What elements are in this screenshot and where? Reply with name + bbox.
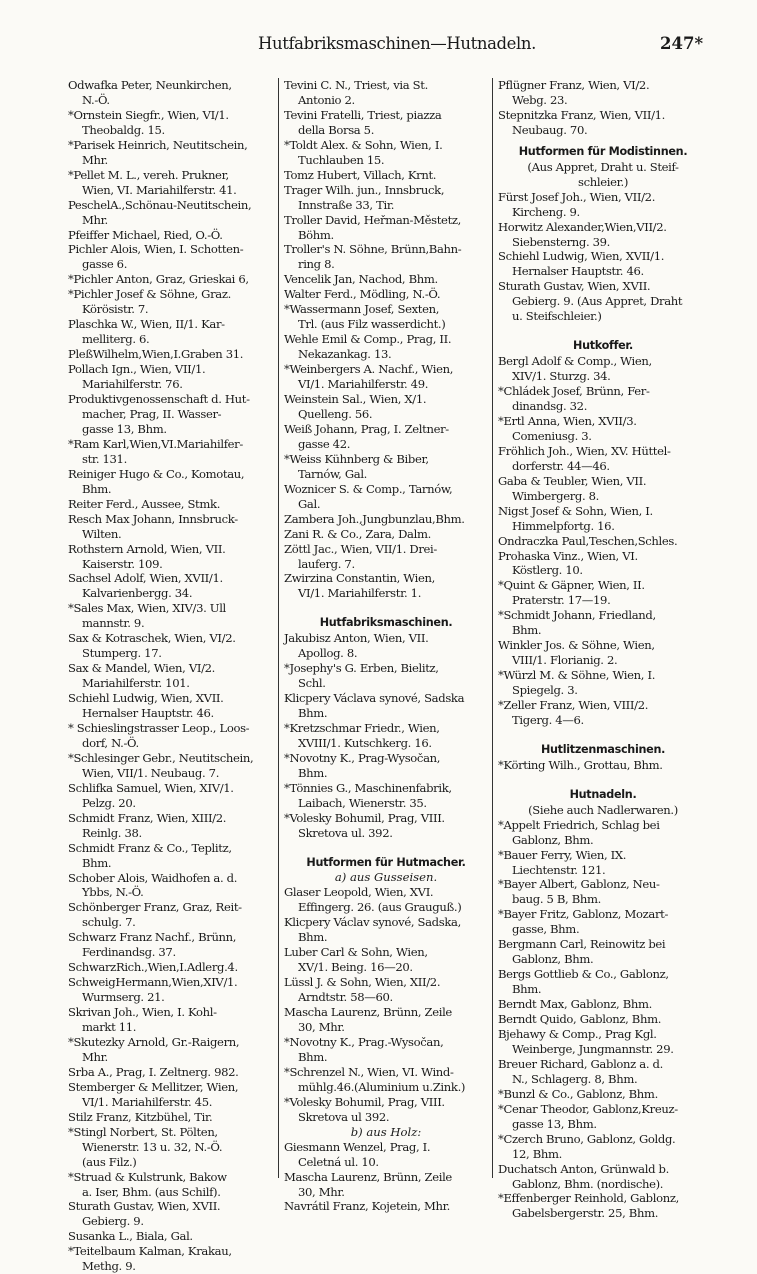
entry-line: *Novotny K., Prag-Wysočan, (284, 750, 441, 765)
entry-line: Troller David, Heřman-Městetz, (284, 212, 461, 227)
entry-line: Mascha Laurenz, Brünn, Zeile (284, 1169, 452, 1184)
entry-line: Stilz Franz, Kitzbühel, Tir. (68, 1109, 213, 1124)
entry-continuation: Bhm. (82, 855, 112, 870)
section-note: (Siehe auch Nadlerwaren.) (528, 802, 678, 817)
entry-line: Plaschka W., Wien, II/1. Kar- (68, 317, 225, 332)
column-divider (278, 78, 279, 1178)
entry-line: Weiß Johann, Prag, I. Zeltner- (284, 421, 449, 436)
entry-line: *Josephy's G. Erben, Bielitz, (284, 661, 439, 676)
entry-line: *Pichler Josef & Söhne, Graz. (68, 287, 231, 302)
entry-continuation: Bhm. (82, 481, 112, 496)
entry-continuation: melliterg. 6. (82, 332, 150, 347)
entry-line: Zani R. & Co., Zara, Dalm. (284, 526, 431, 541)
entry-line: Schlifka Samuel, Wien, XIV/1. (68, 780, 234, 795)
entry-continuation: Wilten. (82, 526, 122, 541)
entry-line: Srba A., Prag, I. Zeltnerg. 982. (68, 1064, 239, 1079)
entry-line: Schiehl Ludwig, Wien, XVII/1. (498, 249, 665, 264)
entry-continuation: Bhm. (512, 982, 542, 997)
entry-continuation: 12, Bhm. (512, 1146, 562, 1161)
entry-continuation: Körösistr. 7. (82, 302, 149, 317)
entry-line: *Zeller Franz, Wien, VIII/2. (498, 698, 649, 713)
entry-continuation: Theobaldg. 15. (82, 122, 165, 137)
entry-continuation: baug. 5 B, Bhm. (512, 892, 601, 907)
entry-continuation: Effingerg. 26. (aus Grauguß.) (298, 900, 462, 915)
entry-line: Sax & Kotraschek, Wien, VI/2. (68, 631, 236, 646)
entry-line: Giesmann Wenzel, Prag, I. (284, 1139, 431, 1154)
entry-continuation: gasse 6. (82, 257, 128, 272)
section-heading: Hutnadeln. (569, 787, 637, 801)
entry-continuation: 30, Mhr. (298, 1184, 345, 1199)
entry-continuation: Antonio 2. (298, 92, 355, 107)
entry-continuation: mannstr. 9. (82, 616, 145, 631)
entry-continuation: Neubaug. 70. (512, 122, 588, 137)
entry-line: Sax & Mandel, Wien, VI/2. (68, 661, 215, 676)
entry-continuation: Bhm. (298, 930, 328, 945)
entry-continuation: Mhr. (82, 212, 108, 227)
entry-line: Stemberger & Mellitzer, Wien, (68, 1079, 239, 1094)
spacer (498, 773, 708, 788)
entry-line: Winkler Jos. & Söhne, Wien, (498, 638, 655, 653)
entry-line: *Bunzl & Co., Gablonz, Bhm. (498, 1086, 658, 1101)
entry-line: Weinstein Sal., Wien, X/1. (284, 392, 427, 407)
entry-continuation: VI/1. Mariahilferstr. 1. (298, 586, 422, 601)
entry-line: *Parisek Heinrich, Neutitschein, (68, 137, 248, 152)
entry-line: *Quint & Gäpner, Wien, II. (498, 578, 645, 593)
entry-line: *Schrenzel N., Wien, VI. Wind- (284, 1064, 454, 1079)
page-title: Hutfabriksmaschinen—Hutnadeln. (258, 34, 536, 53)
section-heading: Hutformen für Modistinnen. (518, 144, 688, 158)
entry-continuation: Gal. (298, 496, 321, 511)
entry-continuation: XV/1. Being. 16—20. (298, 960, 413, 975)
spacer (284, 841, 488, 856)
entry-continuation: Skretova ul 392. (298, 1109, 390, 1124)
entry-continuation: u. Steifschleier.) (512, 309, 602, 324)
entry-continuation: Innstraße 33, Tir. (298, 197, 395, 212)
entry-continuation: Wienerstr. 13 u. 32, N.-Ö. (82, 1139, 223, 1154)
entry-line: *Teitelbaum Kalman, Krakau, (68, 1244, 232, 1259)
section-heading: Hutfabriksmaschinen. (319, 616, 453, 630)
entry-continuation: N., Schlagerg. 8, Bhm. (512, 1071, 638, 1086)
entry-line: *Appelt Friedrich, Schlag bei (498, 817, 660, 832)
entry-line: Schwarz Franz Nachf., Brünn, (68, 930, 237, 945)
entry-continuation: Pelzg. 20. (82, 795, 136, 810)
entry-continuation: Arndtstr. 58—60. (298, 990, 393, 1005)
entry-line: Zöttl Jac., Wien, VII/1. Drei- (284, 541, 437, 556)
entry-continuation: Laibach, Wienerstr. 35. (298, 795, 427, 810)
entry-continuation: Gablonz, Bhm. (512, 952, 594, 967)
entry-continuation: Gablonz, Bhm. (nordische). (512, 1176, 664, 1191)
entry-continuation: Wimbergerg. 8. (512, 488, 600, 503)
column-right (498, 78, 708, 1221)
entry-continuation: VI/1. Mariahilferstr. 45. (82, 1094, 213, 1109)
entry-line: Resch Max Johann, Innsbruck- (68, 511, 238, 526)
entry-line: Prohaska Vinz., Wien, VI. (498, 548, 638, 563)
entry-continuation: Wien, VII/1. Neubaug. 7. (82, 765, 220, 780)
entry-line: Glaser Leopold, Wien, XVI. (284, 885, 434, 900)
column-divider (492, 78, 493, 1178)
entry-continuation: Kalvarienbergg. 34. (82, 586, 193, 601)
section-heading: Hutlitzenmaschinen. (540, 742, 666, 756)
entry-continuation: 30, Mhr. (298, 1020, 345, 1035)
entry-line: Reiter Ferd., Aussee, Stmk. (68, 496, 221, 511)
entry-line: Pfeiffer Michael, Ried, O.-Ö. (68, 227, 223, 242)
entry-continuation: (aus Filz.) (82, 1154, 137, 1169)
entry-continuation: Webg. 23. (512, 92, 568, 107)
entry-line: Schmidt Franz & Co., Teplitz, (68, 840, 232, 855)
entry-line: Wehle Emil & Comp., Prag, II. (284, 332, 452, 347)
entry-line: Troller's N. Söhne, Brünn,Bahn- (284, 242, 462, 257)
entry-continuation: Nekazankag. 13. (298, 347, 392, 362)
entry-line: *Körting Wilh., Grottau, Bhm. (498, 757, 663, 772)
entry-line: SchwarzRich.,Wien,I.Adlerg.4. (68, 960, 238, 975)
subsection-heading: a) aus Gusseisen. (334, 870, 438, 885)
entry-continuation: dorferstr. 44—46. (512, 458, 610, 473)
entry-line: *Bayer Albert, Gablonz, Neu- (498, 877, 660, 892)
section-note: (Aus Appret, Draht u. Steif- (527, 159, 679, 174)
entry-line: *Chládek Josef, Brünn, Fer- (498, 384, 650, 399)
entry-line: *Novotny K., Prag.-Wysočan, (284, 1034, 444, 1049)
entry-continuation: Wien, VI. Mariahilferstr. 41. (82, 182, 237, 197)
spacer (498, 728, 708, 743)
entry-continuation: Mariahilferstr. 76. (82, 377, 183, 392)
entry-continuation: Bhm. (298, 765, 328, 780)
entry-continuation: XVIII/1. Kutschkerg. 16. (298, 735, 432, 750)
entry-line: Woznicer S. & Comp., Tarnów, (284, 481, 453, 496)
entry-line: *Tönnies G., Maschinenfabrik, (284, 780, 452, 795)
entry-line: Produktivgenossenschaft d. Hut- (68, 392, 250, 407)
entry-line: Skrivan Joh., Wien, I. Kohl- (68, 1005, 217, 1020)
entry-continuation: Köstlerg. 10. (512, 563, 583, 578)
entry-continuation: Gebierg. 9. (82, 1214, 144, 1229)
entry-line: *Stingl Norbert, St. Pölten, (68, 1124, 218, 1139)
entry-line: *Weiss Kühnberg & Biber, (284, 451, 429, 466)
entry-continuation: della Borsa 5. (298, 122, 375, 137)
entry-line: *Schmidt Johann, Friedland, (498, 608, 656, 623)
entry-continuation: Gablonz, Bhm. (512, 832, 594, 847)
entry-line: Tevini C. N., Triest, via St. (284, 78, 428, 92)
entry-line: PleßWilhelm,Wien,I.Graben 31. (68, 347, 244, 362)
entry-line: Fürst Josef Joh., Wien, VII/2. (498, 189, 656, 204)
entry-continuation: schulg. 7. (82, 915, 136, 930)
entry-line: *Struad & Kulstrunk, Bakow (68, 1169, 227, 1184)
entry-line: *Kretzschmar Friedr., Wien, (284, 720, 440, 735)
entry-continuation: Weinberge, Jungmannstr. 29. (512, 1041, 674, 1056)
entry-continuation: Tarnów, Gal. (298, 466, 368, 481)
entry-continuation: Tuchlauben 15. (298, 152, 385, 167)
entry-line: Walter Ferd., Mödling, N.-Ö. (284, 287, 441, 302)
entry-continuation: dorf, N.-Ö. (82, 735, 139, 750)
entry-continuation: mühlg.46.(Aluminium u.Zink.) (298, 1079, 466, 1094)
entry-line: Berndt Max, Gablonz, Bhm. (498, 997, 652, 1012)
entry-line: Horwitz Alexander,Wien,VII/2. (498, 219, 667, 234)
entry-continuation: macher, Prag, II. Wasser- (82, 406, 222, 421)
entry-continuation: Skretova ul. 392. (298, 825, 393, 840)
entry-line: *Volesky Bohumil, Prag, VIII. (284, 810, 445, 825)
entry-line: Reiniger Hugo & Co., Komotau, (68, 466, 245, 481)
entry-line: Pichler Alois, Wien, I. Schotten- (68, 242, 244, 257)
entry-continuation: Liechtenstr. 121. (512, 862, 606, 877)
entry-line: Rothstern Arnold, Wien, VII. (68, 541, 226, 556)
entry-line: *Wassermann Josef, Sexten, (284, 302, 440, 317)
entry-continuation: Böhm. (298, 227, 334, 242)
entry-line: Schiehl Ludwig, Wien, XVII. (68, 691, 224, 706)
entry-line: Nigst Josef & Sohn, Wien, I. (498, 503, 653, 518)
entry-continuation: Ybbs, N.-Ö. (82, 885, 144, 900)
entry-line: * Schieslingstrasser Leop., Loos- (68, 720, 250, 735)
page-header (0, 34, 757, 58)
entry-continuation: Hernalser Hauptstr. 46. (512, 264, 644, 279)
entry-continuation: lauferg. 7. (298, 556, 355, 571)
entry-line: Bergl Adolf & Comp., Wien, (498, 354, 652, 369)
entry-continuation: Stumperg. 17. (82, 646, 162, 661)
entry-line: Bergs Gottlieb & Co., Gablonz, (498, 967, 669, 982)
entry-line: Breuer Richard, Gablonz a. d. (498, 1056, 663, 1071)
entry-continuation: ring 8. (298, 257, 335, 272)
entry-line: Odwafka Peter, Neunkirchen, (68, 78, 232, 92)
column-left (68, 78, 274, 1274)
entry-continuation: VI/1. Mariahilferstr. 49. (298, 377, 429, 392)
entry-continuation: gasse 42. (298, 436, 351, 451)
entry-line: *Czerch Bruno, Gablonz, Goldg. (498, 1131, 676, 1146)
entry-continuation: Bhm. (512, 623, 542, 638)
entry-continuation: Wurmserg. 21. (82, 990, 165, 1005)
entry-line: Jakubisz Anton, Wien, VII. (284, 631, 429, 646)
entry-continuation: Mhr. (82, 1049, 108, 1064)
entry-line: Luber Carl & Sohn, Wien, (284, 945, 428, 960)
entry-continuation: Methg. 9. (82, 1259, 136, 1274)
entry-continuation: Celetná ul. 10. (298, 1154, 379, 1169)
entry-line: *Cenar Theodor, Gablonz,Kreuz- (498, 1101, 678, 1116)
page-number: 247* (660, 34, 704, 53)
entry-continuation: Mariahilferstr. 101. (82, 676, 190, 691)
entry-line: Lüssl J. & Sohn, Wien, XII/2. (284, 975, 441, 990)
entry-continuation: Bhm. (298, 706, 328, 721)
spacer (284, 601, 488, 616)
entry-continuation: Kaiserstr. 109. (82, 556, 163, 571)
subsection-heading: b) aus Holz: (350, 1124, 422, 1139)
entry-continuation: dinandsg. 32. (512, 399, 588, 413)
entry-line: SchweigHermann,Wien,XIV/1. (68, 975, 238, 990)
entry-line: *Sales Max, Wien, XIV/3. Ull (68, 601, 226, 616)
entry-line: Schmidt Franz, Wien, XIII/2. (68, 810, 227, 825)
entry-line: Ondraczka Paul,Teschen,Schles. (498, 533, 678, 548)
entry-line: *Würzl M. & Söhne, Wien, I. (498, 668, 656, 683)
entry-line: Berndt Quido, Gablonz, Bhm. (498, 1012, 662, 1027)
entry-continuation: VIII/1. Florianig. 2. (512, 653, 618, 668)
entry-line: Duchatsch Anton, Grünwald b. (498, 1161, 669, 1176)
entry-continuation: Tigerg. 4—6. (512, 713, 584, 728)
entry-continuation: gasse 13, Bhm. (82, 421, 167, 436)
entry-line: *Volesky Bohumil, Prag, VIII. (284, 1094, 445, 1109)
entry-line: Bergmann Carl, Reinowitz bei (498, 937, 666, 952)
entry-line: Zambera Joh.,Jungbunzlau,Bhm. (284, 511, 465, 526)
entry-continuation: gasse, Bhm. (512, 922, 580, 937)
entry-continuation: markt 11. (82, 1020, 137, 1035)
entry-continuation: Apollog. 8. (298, 646, 358, 661)
entry-line: Navrátil Franz, Kojetein, Mhr. (284, 1199, 450, 1214)
entry-line: Klicpery Václav synové, Sadska, (284, 915, 461, 930)
entry-line: Vencelik Jan, Nachod, Bhm. (284, 272, 438, 287)
entry-line: Trager Wilh. jun., Innsbruck, (284, 182, 445, 197)
entry-continuation: Mhr. (82, 152, 108, 167)
section-heading: Hutformen für Hutmacher. (306, 855, 466, 869)
entry-continuation: Gabelsbergerstr. 25, Bhm. (512, 1206, 659, 1221)
entry-line: Sturath Gustav, Wien, XVII. (498, 279, 651, 294)
entry-continuation: Schl. (298, 676, 326, 691)
entry-continuation: N.-Ö. (82, 92, 110, 107)
spacer (498, 324, 708, 339)
entry-line: *Ornstein Siegfr., Wien, VI/1. (68, 107, 229, 122)
entry-line: *Bayer Fritz, Gablonz, Mozart- (498, 907, 669, 922)
entry-continuation: str. 131. (82, 451, 127, 466)
column-middle (284, 78, 488, 1214)
entry-continuation: Bhm. (298, 1049, 328, 1064)
entry-continuation: Kircheng. 9. (512, 204, 580, 219)
entry-line: *Ertl Anna, Wien, XVII/3. (498, 413, 637, 428)
entry-continuation: Praterstr. 17—19. (512, 593, 611, 608)
entry-line: *Skutezky Arnold, Gr.-Raigern, (68, 1035, 240, 1049)
entry-line: *Pellet M. L., vereh. Prukner, (68, 167, 229, 182)
entry-line: Zwirzina Constantin, Wien, (284, 571, 435, 586)
entry-continuation: Comeniusg. 3. (512, 428, 592, 443)
entry-line: Pflügner Franz, Wien, VI/2. (498, 78, 650, 92)
entry-line: Tevini Fratelli, Triest, piazza (284, 107, 442, 122)
entry-line: Stepnitzka Franz, Wien, VII/1. (498, 107, 666, 122)
spacer (498, 138, 708, 145)
entry-continuation: XIV/1. Sturzg. 34. (512, 369, 611, 384)
entry-continuation: a. Iser, Bhm. (aus Schilf). (82, 1184, 221, 1199)
entry-line: Pollach Ign., Wien, VII/1. (68, 362, 206, 377)
section-heading: Hutkoffer. (573, 339, 633, 353)
entry-line: Schober Alois, Waidhofen a. d. (68, 870, 238, 885)
entry-line: Klicpery Václava synové, Sadska (284, 691, 465, 706)
entry-continuation: Siebensterng. 39. (512, 234, 611, 249)
entry-line: *Pichler Anton, Graz, Grieskai 6, (68, 272, 249, 287)
entry-line: Schönberger Franz, Graz, Reit- (68, 900, 242, 915)
entry-line: *Toldt Alex. & Sohn, Wien, I. (284, 137, 443, 152)
entry-line: Sturath Gustav, Wien, XVII. (68, 1199, 221, 1214)
entry-line: Tomz Hubert, Villach, Krnt. (284, 167, 437, 182)
entry-continuation: Reinlg. 38. (82, 825, 142, 840)
entry-continuation: Quelleng. 56. (298, 406, 373, 421)
entry-line: *Ram Karl,Wien,VI.Mariahilfer- (68, 436, 243, 451)
section-note: schleier.) (577, 174, 629, 189)
entry-line: PeschelA.,Schönau-Neutitschein, (68, 197, 252, 212)
entry-continuation: Gebierg. 9. (Aus Appret, Draht (512, 294, 683, 309)
entry-continuation: Spiegelg. 3. (512, 683, 578, 698)
entry-line: *Schlesinger Gebr., Neutitschein, (68, 750, 254, 765)
entry-line: Susanka L., Biala, Gal. (68, 1229, 193, 1244)
entry-line: *Effenberger Reinhold, Gablonz, (498, 1191, 679, 1206)
entry-line: *Bauer Ferry, Wien, IX. (498, 847, 627, 862)
entry-line: Bjehawy & Comp., Prag Kgl. (498, 1027, 657, 1041)
entry-line: Gaba & Teubler, Wien, VII. (498, 473, 647, 488)
entry-line: Fröhlich Joh., Wien, XV. Hüttel- (498, 443, 671, 458)
entry-continuation: gasse 13, Bhm. (512, 1116, 597, 1131)
entry-continuation: Trl. (aus Filz wasserdicht.) (298, 317, 446, 332)
entry-continuation: Hernalser Hauptstr. 46. (82, 706, 214, 721)
entry-line: Mascha Laurenz, Brünn, Zeile (284, 1005, 452, 1020)
entry-line: *Weinbergers A. Nachf., Wien, (284, 362, 454, 377)
entry-continuation: Ferdinandsg. 37. (82, 945, 176, 960)
entry-continuation: Himmelpfortg. 16. (512, 518, 615, 533)
entry-line: Sachsel Adolf, Wien, XVII/1. (68, 571, 223, 586)
